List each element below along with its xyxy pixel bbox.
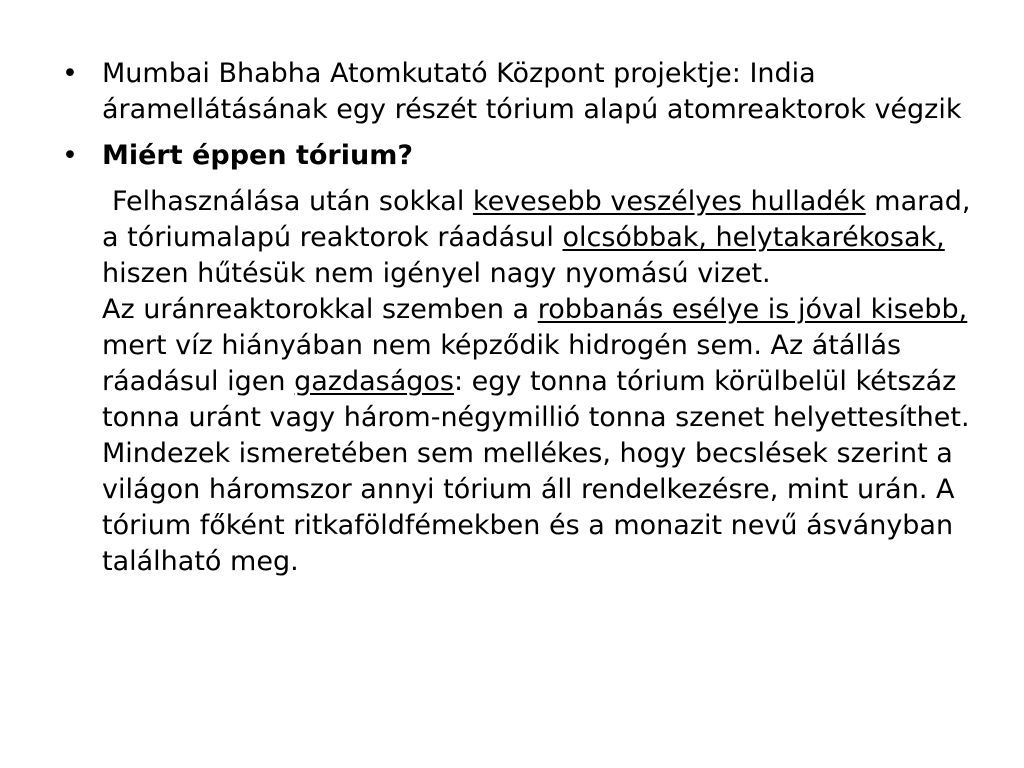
body-p2-text-3: : egy tonna tórium körülbelül kétszáz tonna uránt vagy három-négymillió tonna szenet helyettesíthet. — [102, 366, 970, 433]
body-p1-text-1: Felhasználása után sokkal — [112, 186, 473, 217]
body-p3-text-1: Mindezek ismeretében sem mellékes, hogy becslések szerint a világon háromszor annyi tórium áll rendelkezésre, mint urán. A tórium főként ritkaföldfémekben és a monazit nevű ásványban található meg. — [102, 438, 955, 577]
body-p1-text-2: marad, a tóriumalapú reaktorok ráadásul — [102, 186, 971, 253]
slide-content — [60, 56, 990, 580]
body-p1-text-3: hiszen hűtésük nem igényel nagy nyomású vizet. — [102, 258, 771, 289]
body-paragraph-2 — [102, 292, 990, 436]
body-p2-text-2: mert víz hiányában nem képződik hidrogén sem. Az átállás ráadásul igen — [102, 330, 902, 397]
body-paragraph-3 — [102, 436, 990, 580]
bullet-icon: • — [62, 58, 78, 89]
bullet-icon: • — [62, 140, 78, 171]
bullet-text-1: Mumbai Bhabha Atomkutató Központ projektje: India áramellátásának egy részét tórium alapú atomreaktorok végzik — [102, 58, 962, 125]
body-p2-text-1: Az uránreaktorokkal szemben a — [102, 294, 538, 325]
body-p1-underline-2: olcsóbbak, helytakarékosak, — [562, 222, 945, 253]
body-p2-underline-1: robbanás esélye is jóval kisebb, — [537, 294, 968, 325]
bullet-text-2: Miért éppen tórium? — [102, 140, 414, 171]
body-p2-underline-2: gazdaságos — [294, 366, 454, 397]
body-text-block — [60, 184, 990, 580]
body-paragraph-1 — [102, 184, 990, 292]
body-p1-underline-1: kevesebb veszélyes hulladék — [472, 186, 866, 217]
bullet-item-2 — [60, 138, 990, 174]
bullet-item-1 — [60, 56, 990, 128]
